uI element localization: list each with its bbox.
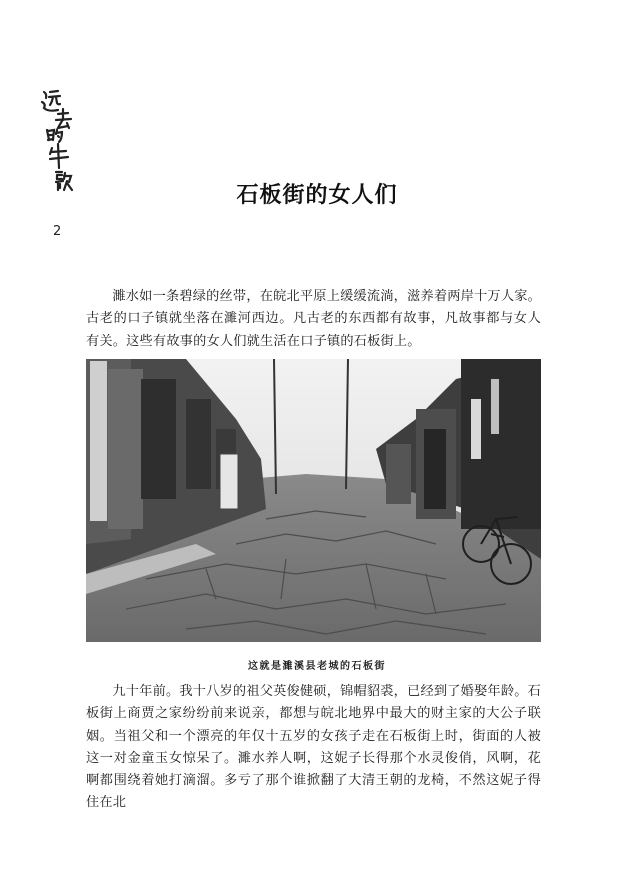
chapter-title: 石板街的女人们 — [236, 182, 398, 208]
page-number: 2 — [53, 224, 62, 239]
stone-street-photo — [86, 359, 541, 642]
photo-caption: 这就是濉溪县老城的石板街 — [248, 661, 386, 672]
paragraph-1: 濉水如一条碧绿的丝带，在皖北平原上缓缓流淌，滋养着两岸十万人家。古老的口子镇就坐落在濉河西边。凡古老的东西都有故事，凡故事都与女人有关。这些有故事的女人们就生活在口子镇的石板街上。 — [86, 289, 541, 349]
street-photo — [86, 359, 541, 642]
paragraph-2: 九十年前。我十八岁的祖父英俊健硕，锦帽貂裘，已经到了婚娶年龄。石板街上商贾之家纷纷前来说亲，都想与皖北地界中最大的财主家的大公子联姻。当祖父和一个漂亮的年仅十五岁的女孩子走在石板街上时，街面的人被这一对金童玉女惊呆了。濉水养人啊，这妮子长得那个水灵俊俏，风啊，花啊都围绕着她打滴溜。多亏了那个谁掀翻了大清王朝的龙椅，不然这妮子得住在北 — [86, 684, 541, 811]
